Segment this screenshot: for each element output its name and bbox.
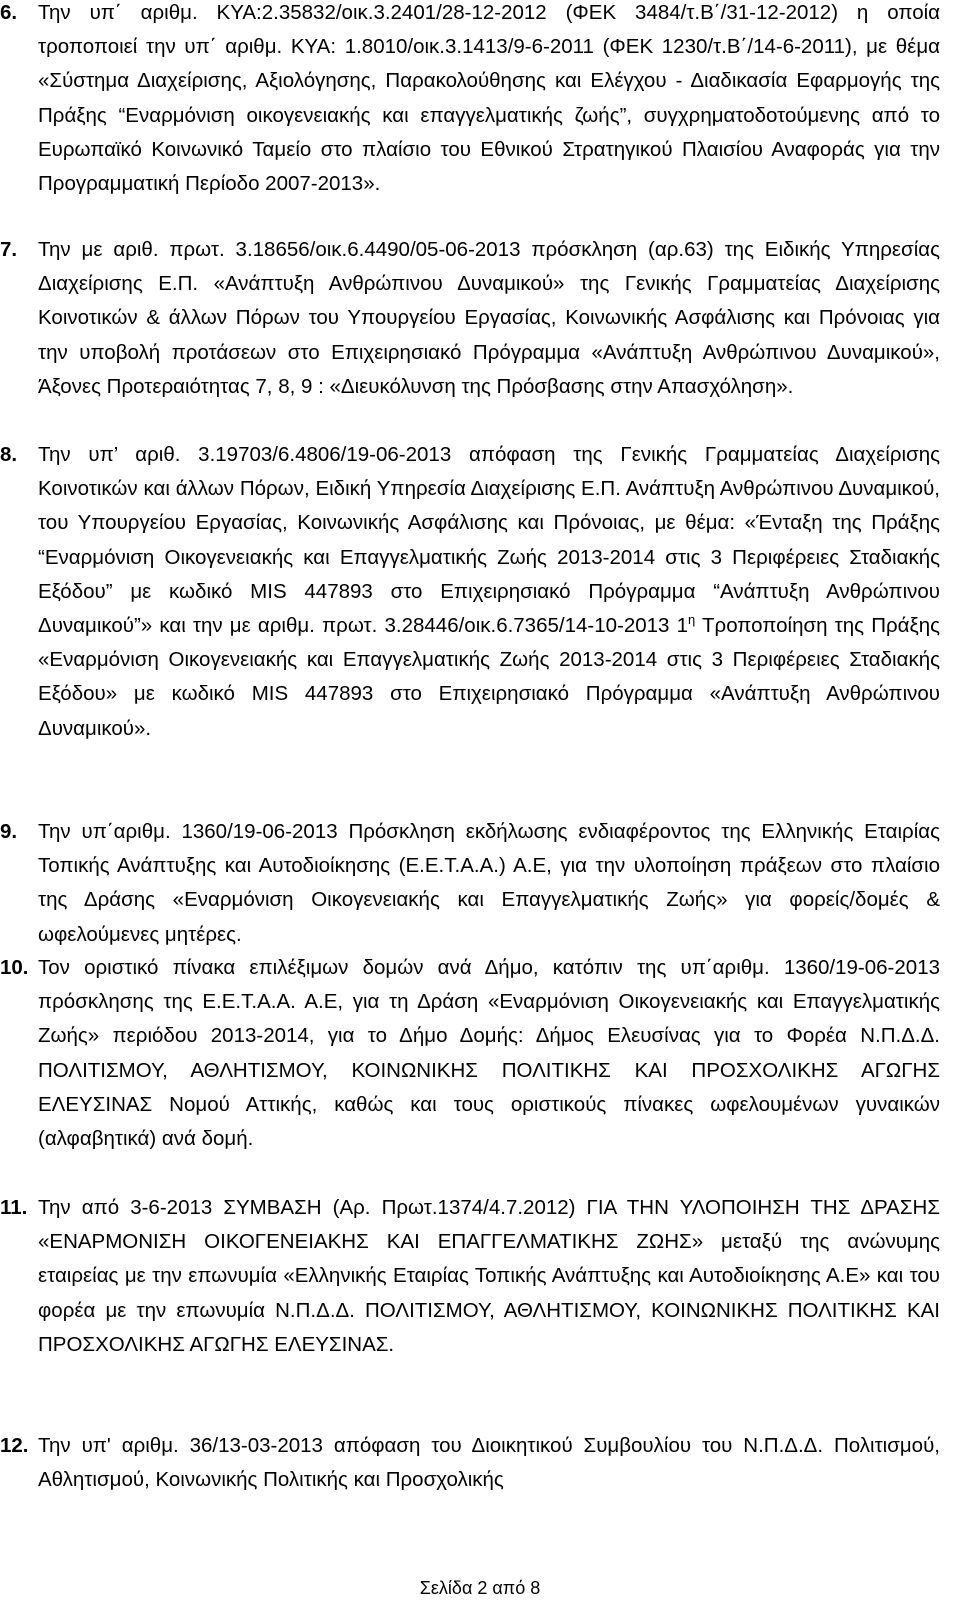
item-number: 8.	[0, 443, 18, 466]
list-item-10	[0, 951, 940, 1156]
item-number: 10.	[0, 956, 29, 979]
list-item-11	[0, 1191, 940, 1362]
item-text: Την υπ' αριθμ. 36/13-03-2013 απόφαση του Διοικητικού Συμβουλίου του Ν.Π.Δ.Δ. Πολιτισμού, Αθλητισμού, Κοινωνικής Πολιτικής και Προσχολικής	[38, 1434, 940, 1492]
item-number: 6.	[0, 1, 18, 24]
item-number: 11.	[0, 1196, 28, 1219]
superscript: η	[688, 612, 696, 628]
item-number: 9.	[0, 820, 18, 843]
item-text-part: Την υπ’ αριθ. 3.19703/6.4806/19-06-2013 απόφαση της Γενικής Γραμματείας Διαχείρισης Κοινοτικών και άλλων Πόρων, Ειδική Υπηρεσία Διαχείρισης Ε.Π. Ανάπτυξη Ανθρώπινου Δυναμικού, του Υπουργείου Εργασίας, Κοινωνικής Ασφάλισης και Πρόνοιας, με θέμα: «Ένταξη της Πράξης “Εναρμόνιση Οικογενειακής και Επαγγελματικής Ζωής 2013-2014 στις 3 Περιφέρειες Σταδιακής Εξόδου” με κωδικό MIS 447893 στο Επιχειρησιακό Πρόγραμμα “Ανάπτυξη Ανθρώπινου Δυναμικού”» και την με αριθμ. πρωτ. 3.28446/οικ.6.7365/14-10-2013 1	[38, 443, 940, 638]
item-number: 12.	[0, 1434, 29, 1457]
item-text: Την με αριθ. πρωτ. 3.18656/οικ.6.4490/05-06-2013 πρόσκληση (αρ.63) της Ειδικής Υπηρεσίας Διαχείρισης Ε.Π. «Ανάπτυξη Ανθρώπινου Δυναμικού» της Γενικής Γραμματείας Διαχείρισης Κοινοτικών & άλλων Πόρων του Υπουργείου Εργασίας, Κοινωνικής Ασφάλισης και Πρόνοιας για την υποβολή προτάσεων στο Επιχειρησιακό Πρόγραμμα «Ανάπτυξη Ανθρώπινου Δυναμικού», Άξονες Προτεραιότητας 7, 8, 9 : «Διευκόλυνση της Πρόσβασης στην Απασχόληση».	[38, 238, 940, 398]
list-item-9	[0, 815, 940, 952]
list-item-6	[0, 0, 940, 201]
page-number: Σελίδα 2 από 8	[419, 1578, 541, 1598]
item-text: Την υπ΄αριθμ. 1360/19-06-2013 Πρόσκληση εκδήλωσης ενδιαφέροντος της Ελληνικής Εταιρίας Τοπικής Ανάπτυξης και Αυτοδιοίκησης (Ε.Ε.Τ.Α.Α.) Α.Ε, για την υλοποίηση πράξεων στο πλαίσιο της Δράσης «Εναρμόνιση Οικογενειακής και Επαγγελματικής Ζωής» για φορείς/δομές & ωφελούμενες μητέρες.	[38, 820, 940, 946]
item-text	[38, 438, 940, 746]
list-item-8	[0, 438, 940, 746]
list-item-12	[0, 1429, 940, 1497]
list-item-7	[0, 233, 940, 404]
item-text: Την από 3-6-2013 ΣΥΜΒΑΣΗ (Αρ. Πρωτ.1374/4.7.2012) ΓΙΑ ΤΗΝ ΥΛΟΠΟΙΗΣΗ ΤΗΣ ΔΡΑΣΗΣ «ΕΝΑΡΜΟΝΙΣΗ ΟΙΚΟΓΕΝΕΙΑΚΗΣ ΚΑΙ ΕΠΑΓΓΕΛΜΑΤΙΚΗΣ ΖΩΗΣ» μεταξύ της ανώνυμης εταιρείας με την επωνυμία «Ελληνικής Εταιρίας Τοπικής Ανάπτυξης και Αυτοδιοίκησης Α.Ε» και του φορέα με την επωνυμία Ν.Π.Δ.Δ. ΠΟΛΙΤΙΣΜΟΥ, ΑΘΛΗΤΙΣΜΟΥ, ΚΟΙΝΩΝΙΚΗΣ ΠΟΛΙΤΙΚΗΣ ΚΑΙ ΠΡΟΣΧΟΛΙΚΗΣ ΑΓΩΓΗΣ ΕΛΕΥΣΙΝΑΣ.	[38, 1196, 940, 1356]
item-text: Τον οριστικό πίνακα επιλέξιμων δομών ανά Δήμο, κατόπιν της υπ΄αριθμ. 1360/19-06-2013 πρόσκλησης της Ε.Ε.Τ.Α.Α. Α.Ε, για τη Δράση «Εναρμόνιση Οικογενειακής και Επαγγελματικής Ζωής» περιόδου 2013-2014, για το Δήμο Δομής: Δήμος Ελευσίνας για το Φορέα Ν.Π.Δ.Δ. ΠΟΛΙΤΙΣΜΟΥ, ΑΘΛΗΤΙΣΜΟΥ, ΚΟΙΝΩΝΙΚΗΣ ΠΟΛΙΤΙΚΗΣ ΚΑΙ ΠΡΟΣΧΟΛΙΚΗΣ ΑΓΩΓΗΣ ΕΛΕΥΣΙΝΑΣ Νομού Αττικής, καθώς και τους οριστικούς πίνακες ωφελουμένων γυναικών (αλφαβητικά) ανά δομή.	[38, 956, 940, 1151]
item-text: Την υπ΄ αριθμ. ΚΥΑ:2.35832/οικ.3.2401/28-12-2012 (ΦΕΚ 3484/τ.Β΄/31-12-2012) η οποία τροποποιεί την υπ΄ αριθμ. ΚΥΑ: 1.8010/οικ.3.1413/9-6-2011 (ΦΕΚ 1230/τ.Β΄/14-6-2011), με θέμα «Σύστημα Διαχείρισης, Αξιολόγησης, Παρακολούθησης και Ελέγχου - Διαδικασία Εφαρμογής της Πράξης “Εναρμόνιση οικογενειακής και επαγγελματικής ζωής”, συγχρηματοδοτούμενης από το Ευρωπαϊκό Κοινωνικό Ταμείο στο πλαίσιο του Εθνικού Στρατηγικού Πλαισίου Αναφοράς για την Προγραμματική Περίοδο 2007-2013».	[38, 1, 940, 196]
page-footer	[0, 1577, 960, 1599]
item-number: 7.	[0, 238, 18, 261]
item-text-part: Τροποποίηση της Πράξης «Εναρμόνιση Οικογενειακής και Επαγγελματικής Ζωής 2013-2014 στις 3 Περιφέρειες Σταδιακής Εξόδου» με κωδικό MIS 447893 στο Επιχειρησιακό Πρόγραμμα «Ανάπτυξη Ανθρώπινου Δυναμικού».	[38, 614, 940, 740]
